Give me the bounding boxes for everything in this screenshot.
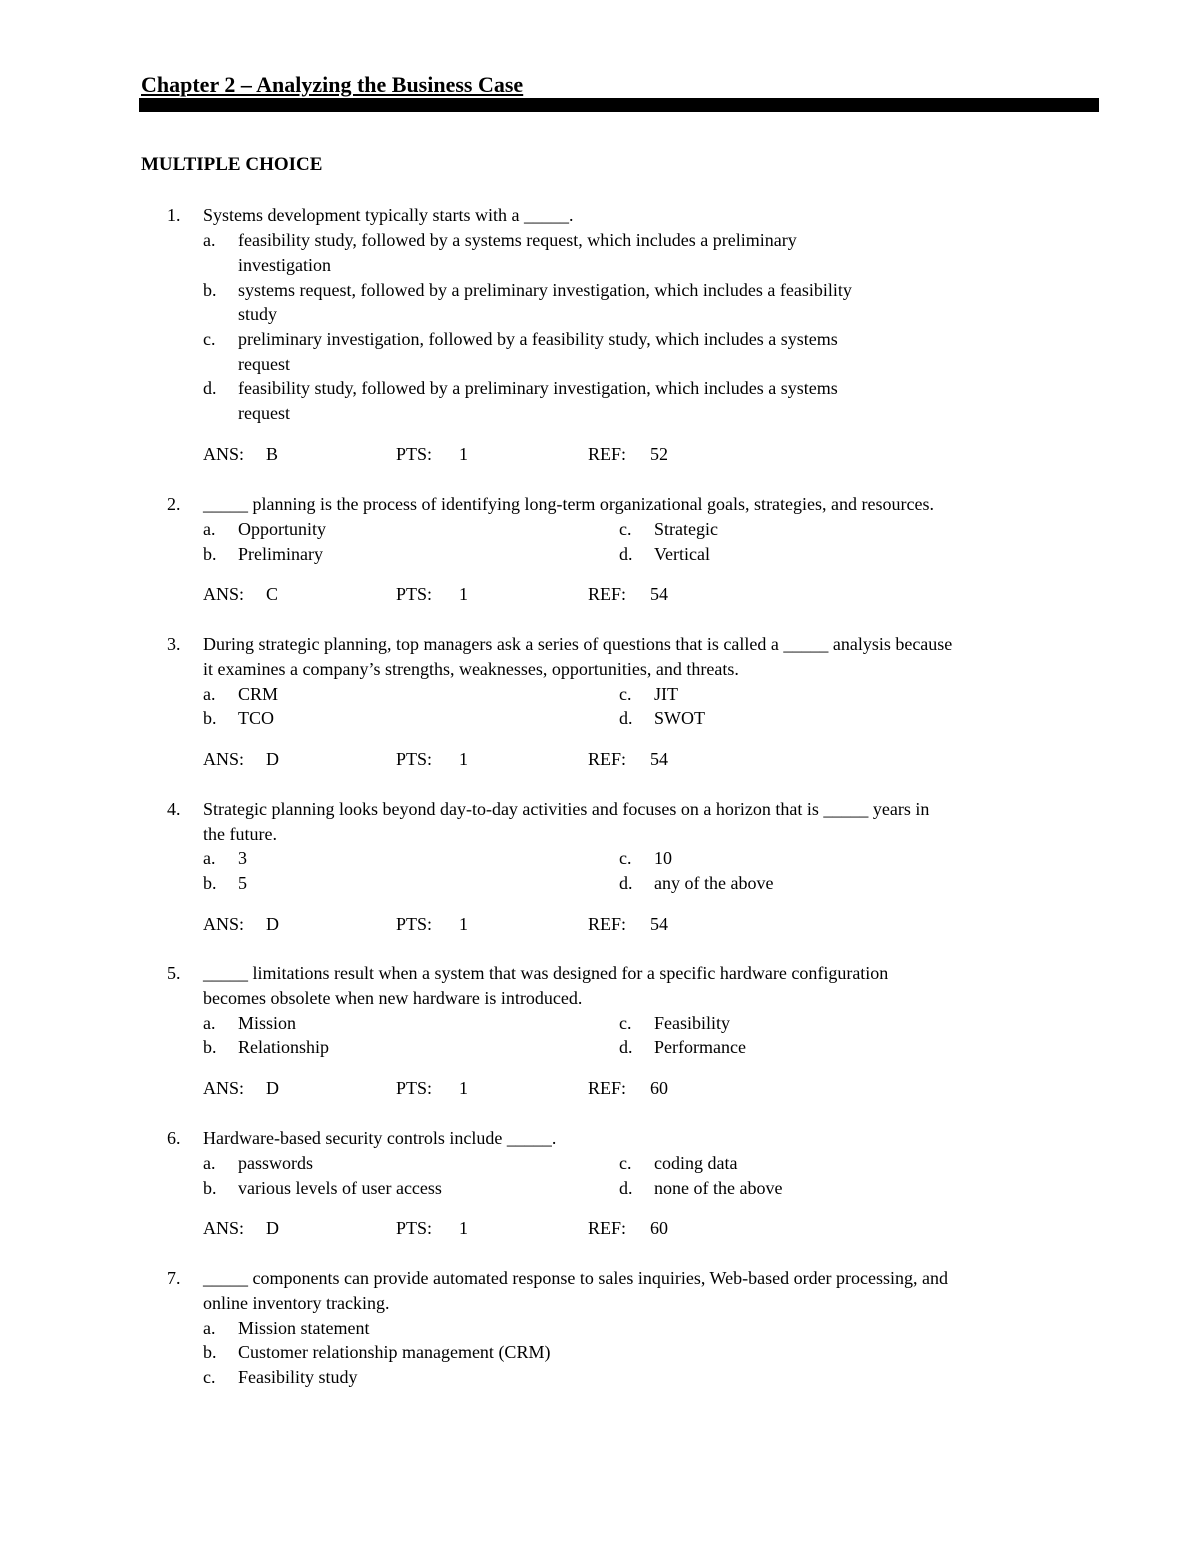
ans-label: ANS: bbox=[203, 1218, 245, 1238]
option-letter: b. bbox=[203, 1037, 217, 1057]
pts-value: 1 bbox=[459, 444, 468, 464]
option-text: Opportunity bbox=[238, 519, 326, 539]
option-text: Preliminary bbox=[238, 544, 323, 564]
question-stem: _____ limitations result when a system that was designed for a specific hardware configuration bbox=[203, 963, 889, 983]
ref-label: REF: bbox=[588, 1078, 627, 1098]
option-text: JIT bbox=[654, 684, 678, 704]
ref-value: 60 bbox=[650, 1218, 668, 1238]
question-stem: _____ components can provide automated response to sales inquiries, Web-based order processing, and bbox=[203, 1268, 949, 1288]
pts-value: 1 bbox=[459, 584, 468, 604]
question-number: 5. bbox=[167, 963, 181, 983]
option-text: passwords bbox=[238, 1153, 313, 1173]
ans-label: ANS: bbox=[203, 444, 245, 464]
option-letter: c. bbox=[619, 519, 632, 539]
option-letter: d. bbox=[619, 544, 633, 564]
option-letter: c. bbox=[619, 1153, 632, 1173]
option-letter: b. bbox=[203, 1178, 217, 1198]
ref-value: 54 bbox=[650, 584, 668, 604]
option-text: study bbox=[238, 304, 278, 324]
option-text: Strategic bbox=[654, 519, 718, 539]
ans-label: ANS: bbox=[203, 914, 245, 934]
option-text: request bbox=[238, 403, 290, 423]
question-stem: it examines a company’s strengths, weaknesses, opportunities, and threats. bbox=[203, 659, 739, 679]
option-letter: c. bbox=[203, 1367, 216, 1387]
option-letter: a. bbox=[203, 1318, 216, 1338]
option-text: Feasibility study bbox=[238, 1367, 358, 1387]
question-stem: Strategic planning looks beyond day-to-day activities and focuses on a horizon that is _____ years in bbox=[203, 799, 930, 819]
option-text: Vertical bbox=[654, 544, 710, 564]
option-text: Relationship bbox=[238, 1037, 329, 1057]
option-letter: c. bbox=[619, 684, 632, 704]
option-text: coding data bbox=[654, 1153, 738, 1173]
option-letter: c. bbox=[619, 1013, 632, 1033]
question-number: 4. bbox=[167, 799, 181, 819]
question-number: 3. bbox=[167, 634, 181, 654]
question-stem: online inventory tracking. bbox=[203, 1293, 390, 1313]
ref-label: REF: bbox=[588, 444, 627, 464]
option-text: feasibility study, followed by a systems request, which includes a preliminary bbox=[238, 230, 797, 250]
option-text: SWOT bbox=[654, 708, 705, 728]
ans-label: ANS: bbox=[203, 1078, 245, 1098]
question-stem: the future. bbox=[203, 824, 277, 844]
ref-value: 54 bbox=[650, 914, 668, 934]
option-text: Performance bbox=[654, 1037, 746, 1057]
ans-value: D bbox=[266, 1218, 279, 1238]
option-text: 3 bbox=[238, 848, 247, 868]
option-text: feasibility study, followed by a preliminary investigation, which includes a systems bbox=[238, 378, 838, 398]
option-letter: a. bbox=[203, 230, 216, 250]
option-text: request bbox=[238, 354, 290, 374]
option-text: 10 bbox=[654, 848, 672, 868]
question-number: 2. bbox=[167, 494, 181, 514]
ans-value: C bbox=[266, 584, 279, 604]
option-text: preliminary investigation, followed by a feasibility study, which includes a systems bbox=[238, 329, 838, 349]
option-text: Customer relationship management (CRM) bbox=[238, 1342, 551, 1362]
option-letter: b. bbox=[203, 280, 217, 300]
option-letter: c. bbox=[619, 848, 632, 868]
pts-label: PTS: bbox=[396, 749, 433, 769]
ans-label: ANS: bbox=[203, 749, 245, 769]
pts-label: PTS: bbox=[396, 444, 433, 464]
ans-value: D bbox=[266, 749, 279, 769]
option-text: Mission statement bbox=[238, 1318, 370, 1338]
ans-value: D bbox=[266, 1078, 279, 1098]
ref-value: 52 bbox=[650, 444, 668, 464]
ref-value: 54 bbox=[650, 749, 668, 769]
option-letter: b. bbox=[203, 873, 217, 893]
ref-label: REF: bbox=[588, 1218, 627, 1238]
option-letter: d. bbox=[619, 1178, 633, 1198]
option-text: none of the above bbox=[654, 1178, 783, 1198]
option-letter: b. bbox=[203, 544, 217, 564]
title-rule bbox=[139, 98, 1099, 112]
option-text: CRM bbox=[238, 684, 279, 704]
option-letter: d. bbox=[203, 378, 217, 398]
question-number: 6. bbox=[167, 1128, 181, 1148]
option-letter: a. bbox=[203, 1153, 216, 1173]
option-text: investigation bbox=[238, 255, 331, 275]
option-letter: a. bbox=[203, 1013, 216, 1033]
pts-value: 1 bbox=[459, 1218, 468, 1238]
option-letter: b. bbox=[203, 1342, 217, 1362]
question-number: 1. bbox=[167, 205, 181, 225]
pts-value: 1 bbox=[459, 1078, 468, 1098]
question-stem: During strategic planning, top managers ask a series of questions that is called a _____ analysis because bbox=[203, 634, 953, 654]
pts-label: PTS: bbox=[396, 584, 433, 604]
option-text: systems request, followed by a preliminary investigation, which includes a feasibility bbox=[238, 280, 852, 300]
pts-label: PTS: bbox=[396, 1078, 433, 1098]
option-text: 5 bbox=[238, 873, 247, 893]
option-text: Mission bbox=[238, 1013, 297, 1033]
section-heading: MULTIPLE CHOICE bbox=[141, 154, 323, 175]
question-stem: _____ planning is the process of identifying long-term organizational goals, strategies, and resources. bbox=[203, 494, 934, 514]
option-letter: a. bbox=[203, 519, 216, 539]
pts-label: PTS: bbox=[396, 914, 433, 934]
ref-value: 60 bbox=[650, 1078, 668, 1098]
option-letter: d. bbox=[619, 873, 633, 893]
option-text: various levels of user access bbox=[238, 1178, 442, 1198]
ref-label: REF: bbox=[588, 584, 627, 604]
page-title: Chapter 2 – Analyzing the Business Case bbox=[141, 72, 524, 97]
option-letter: d. bbox=[619, 1037, 633, 1057]
pts-value: 1 bbox=[459, 749, 468, 769]
option-text: TCO bbox=[238, 708, 274, 728]
pts-value: 1 bbox=[459, 914, 468, 934]
option-letter: b. bbox=[203, 708, 217, 728]
ref-label: REF: bbox=[588, 749, 627, 769]
question-stem: becomes obsolete when new hardware is introduced. bbox=[203, 988, 583, 1008]
pts-label: PTS: bbox=[396, 1218, 433, 1238]
ans-label: ANS: bbox=[203, 584, 245, 604]
option-text: Feasibility bbox=[654, 1013, 730, 1033]
ans-value: D bbox=[266, 914, 279, 934]
option-letter: a. bbox=[203, 684, 216, 704]
question-stem: Systems development typically starts with a _____. bbox=[203, 205, 574, 225]
option-text: any of the above bbox=[654, 873, 774, 893]
option-letter: c. bbox=[203, 329, 216, 349]
ref-label: REF: bbox=[588, 914, 627, 934]
option-letter: d. bbox=[619, 708, 633, 728]
ans-value: B bbox=[266, 444, 279, 464]
question-number: 7. bbox=[167, 1268, 181, 1288]
option-letter: a. bbox=[203, 848, 216, 868]
question-stem: Hardware-based security controls include _____. bbox=[203, 1128, 557, 1148]
